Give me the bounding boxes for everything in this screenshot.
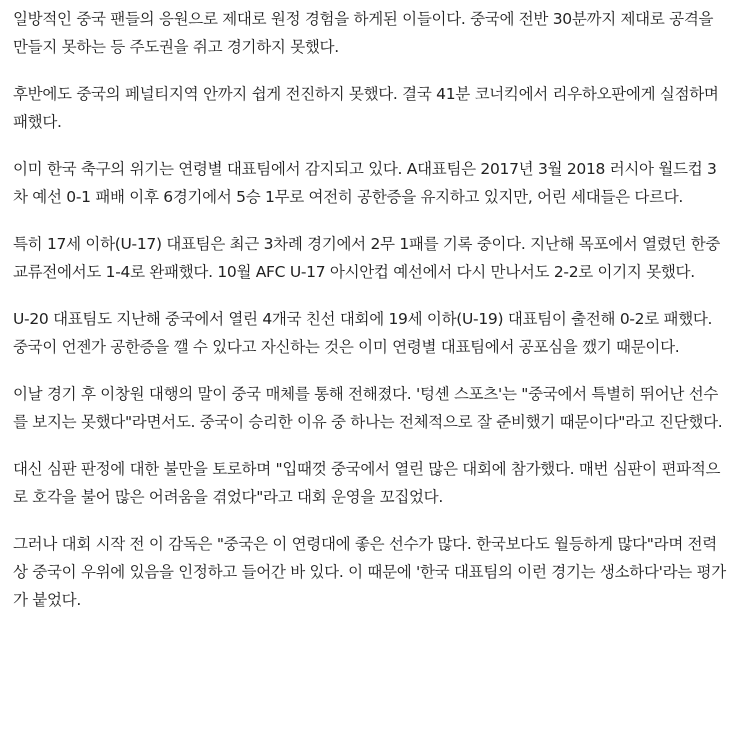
article-paragraph-4: 특히 17세 이하(U-17) 대표팀은 최근 3차례 경기에서 2무 1패를 기록 중이다. 지난해 목포에서 열렸던 한중 교류전에서도 1-4로 완패했다. 10월 AFC U-17 아시안컵 예선에서 다시 만나서도 2-2로 이기지 못했다. <box>13 235 721 281</box>
article-paragraph-8: 그러나 대회 시작 전 이 감독은 "중국은 이 연령대에 좋은 선수가 많다. 한국보다도 월등하게 많다"라며 전력상 중국이 우위에 있음을 인정하고 들어간 바 있다. 이 때문에 '한국 대표팀의 이런 경기는 생소하다'라는 평가가 붙었다. <box>13 535 726 609</box>
article-paragraph-1: 일방적인 중국 팬들의 응원으로 제대로 원정 경험을 하게된 이들이다. 중국에 전반 30분까지 제대로 공격을 만들지 못하는 등 주도권을 쥐고 경기하지 못했다. <box>13 10 714 56</box>
article-paragraph-7: 대신 심판 판정에 대한 불만을 토로하며 "입때껏 중국에서 열린 많은 대회에 참가했다. 매번 심판이 편파적으로 호각을 불어 많은 어려움을 겪었다"라고 대회 운영을 꼬집었다. <box>13 460 721 506</box>
article-paragraph-2: 후반에도 중국의 페널티지역 안까지 쉽게 전진하지 못했다. 결국 41분 코너킥에서 리우하오판에게 실점하며 패했다. <box>13 85 719 131</box>
article-paragraph-6: 이날 경기 후 이창원 대행의 말이 중국 매체를 통해 전해졌다. '텅셴 스포츠'는 "중국에서 특별히 뛰어난 선수를 보지는 못했다"라면서도. 중국이 승리한 이유 중 하나는 전체적으로 잘 준비했기 때문이다"라고 진단했다. <box>13 385 723 431</box>
article-paragraph-5: U-20 대표팀도 지난해 중국에서 열린 4개국 친선 대회에 19세 이하(U-19) 대표팀이 출전해 0-2로 패했다. 중국이 언젠가 공한증을 깰 수 있다고 자신하는 것은 이미 연령별 대표팀에서 공포심을 깼기 때문이다. <box>13 310 713 356</box>
article-paragraph-3: 이미 한국 축구의 위기는 연령별 대표팀에서 감지되고 있다. A대표팀은 2017년 3월 2018 러시아 월드컵 3차 예선 0-1 패배 이후 6경기에서 5승 1무로 여전히 공한증을 유지하고 있지만, 어린 세대들은 다르다. <box>13 160 717 206</box>
